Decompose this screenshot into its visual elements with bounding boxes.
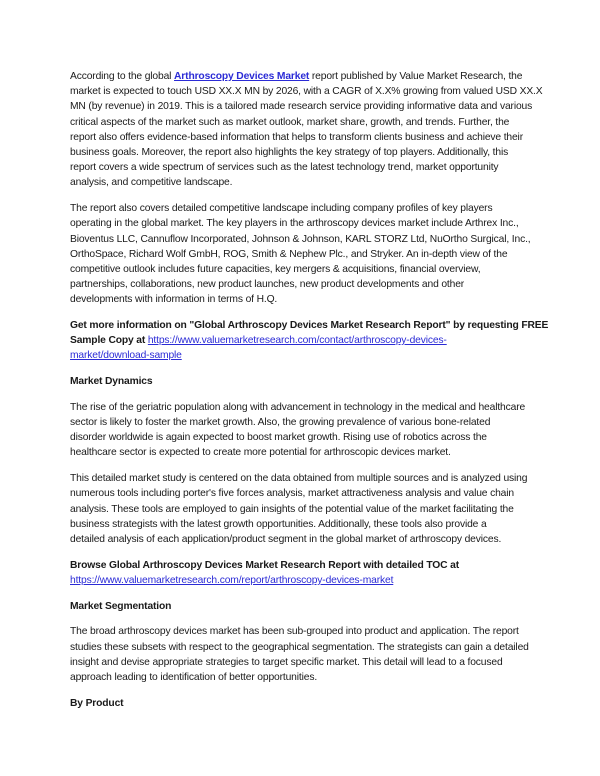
text-line: Get more information on "Global Arthroscopy Devices Market Research Report" by requesting FREE bbox=[70, 320, 549, 332]
text-line: analysis. These tools are employed to gain insights of the potential value of the market facilitating the bbox=[70, 503, 514, 515]
text-line: market is expected to touch USD XX.X MN by 2026, with a CAGR of X.X% growing from valued USD XX.X bbox=[70, 86, 543, 98]
body-paragraph bbox=[70, 201, 550, 307]
text-line: analysis, and competitive landscape. bbox=[70, 177, 233, 189]
text-line: business goals. Moreover, the report also highlights the key strategy of top players. Additionally, this bbox=[70, 147, 509, 159]
text-line: sector is likely to foster the market growth. Also, the growing prevalence of various bone-related bbox=[70, 417, 491, 429]
hyperlink[interactable]: https://www.valuemarketresearch.com/contact/arthroscopy-devices- bbox=[147, 335, 447, 347]
heading-paragraph bbox=[70, 558, 550, 588]
heading-paragraph bbox=[70, 374, 550, 389]
text-line: OrthoSpace, Richard Wolf GmbH, ROG, Smith & Nephew Plc., and Stryker. An in-depth view of the bbox=[70, 248, 508, 260]
text-line: detailed analysis of each application/product segment in the global market of arthroscopy devices. bbox=[70, 533, 502, 545]
text-line: MN (by revenue) in 2019. This is a tailored made research service providing informative data and various bbox=[70, 101, 533, 113]
text-line bbox=[70, 69, 550, 84]
document-page bbox=[70, 69, 550, 721]
text-line bbox=[70, 333, 550, 348]
text-line: disorder worldwide is again expected to boost market growth. Rising use of robotics across the bbox=[70, 432, 487, 444]
text-line: partnerships, collaborations, new product launches, new product developments and other bbox=[70, 279, 465, 291]
text-line: approach leading to identification of better opportunities. bbox=[70, 671, 318, 683]
text-line: This detailed market study is centered on the data obtained from multiple sources and is analyzed using bbox=[70, 473, 528, 485]
text-line: Bioventus LLC, Cannuflow Incorporated, Johnson & Johnson, KARL STORZ Ltd, NuOrtho Surgical, Inc., bbox=[70, 233, 531, 245]
text-line: The broad arthroscopy devices market has been sub-grouped into product and application. The report bbox=[70, 626, 519, 638]
text-line: developments with information in terms of H.Q. bbox=[70, 294, 278, 306]
text-line: Market Dynamics bbox=[70, 376, 153, 388]
body-paragraph bbox=[70, 400, 550, 461]
text-segment: report published by Value Market Research, the bbox=[309, 71, 523, 82]
text-line: By Product bbox=[70, 697, 124, 709]
text-line: Browse Global Arthroscopy Devices Market Research Report with detailed TOC at bbox=[70, 559, 459, 571]
hyperlink[interactable]: market/download-sample bbox=[70, 350, 182, 362]
text-segment: Sample Copy at bbox=[70, 335, 148, 347]
text-line: operating in the global market. The key players in the arthroscopy devices market include Arthrex Inc., bbox=[70, 218, 519, 230]
text-line: report also offers evidence-based information that helps to transform clients business and achieve their bbox=[70, 131, 523, 143]
text-line: critical aspects of the market such as market outlook, market share, growth, and trends. Further, the bbox=[70, 116, 510, 128]
body-paragraph bbox=[70, 69, 550, 191]
body-paragraph bbox=[70, 471, 550, 547]
text-line: report covers a wide spectrum of services such as the latest technology trend, market opportunity bbox=[70, 162, 499, 174]
text-line: business strategists with the latest growth opportunities. Additionally, these tools also provide a bbox=[70, 518, 487, 530]
text-line bbox=[70, 348, 550, 363]
hyperlink[interactable]: https://www.valuemarketresearch.com/report/arthroscopy-devices-market bbox=[70, 574, 394, 586]
heading-paragraph bbox=[70, 318, 550, 364]
text-line: The report also covers detailed competitive landscape including company profiles of key players bbox=[70, 203, 493, 215]
heading-paragraph bbox=[70, 599, 550, 614]
heading-paragraph bbox=[70, 696, 550, 711]
text-line: insight and devise appropriate strategies to target specific market. This detail will lead to a focused bbox=[70, 656, 503, 668]
text-line: competitive outlook includes future capacities, key mergers & acquisitions, financial overview, bbox=[70, 263, 481, 275]
hyperlink[interactable]: Arthroscopy Devices Market bbox=[174, 71, 310, 82]
body-paragraph bbox=[70, 624, 550, 685]
text-line: Market Segmentation bbox=[70, 600, 172, 612]
text-line: numerous tools including porter's five forces analysis, market attractiveness analysis and value chain bbox=[70, 488, 514, 500]
text-line: studies these subsets with respect to the geographical segmentation. The strategists can gain a detailed bbox=[70, 641, 529, 653]
text-line: The rise of the geriatric population along with advancement in technology in the medical and healthcare bbox=[70, 401, 526, 413]
text-line: healthcare sector is expected to create more potential for arthroscopic devices market. bbox=[70, 447, 451, 459]
text-line bbox=[70, 573, 550, 588]
text-segment: According to the global bbox=[70, 71, 175, 82]
